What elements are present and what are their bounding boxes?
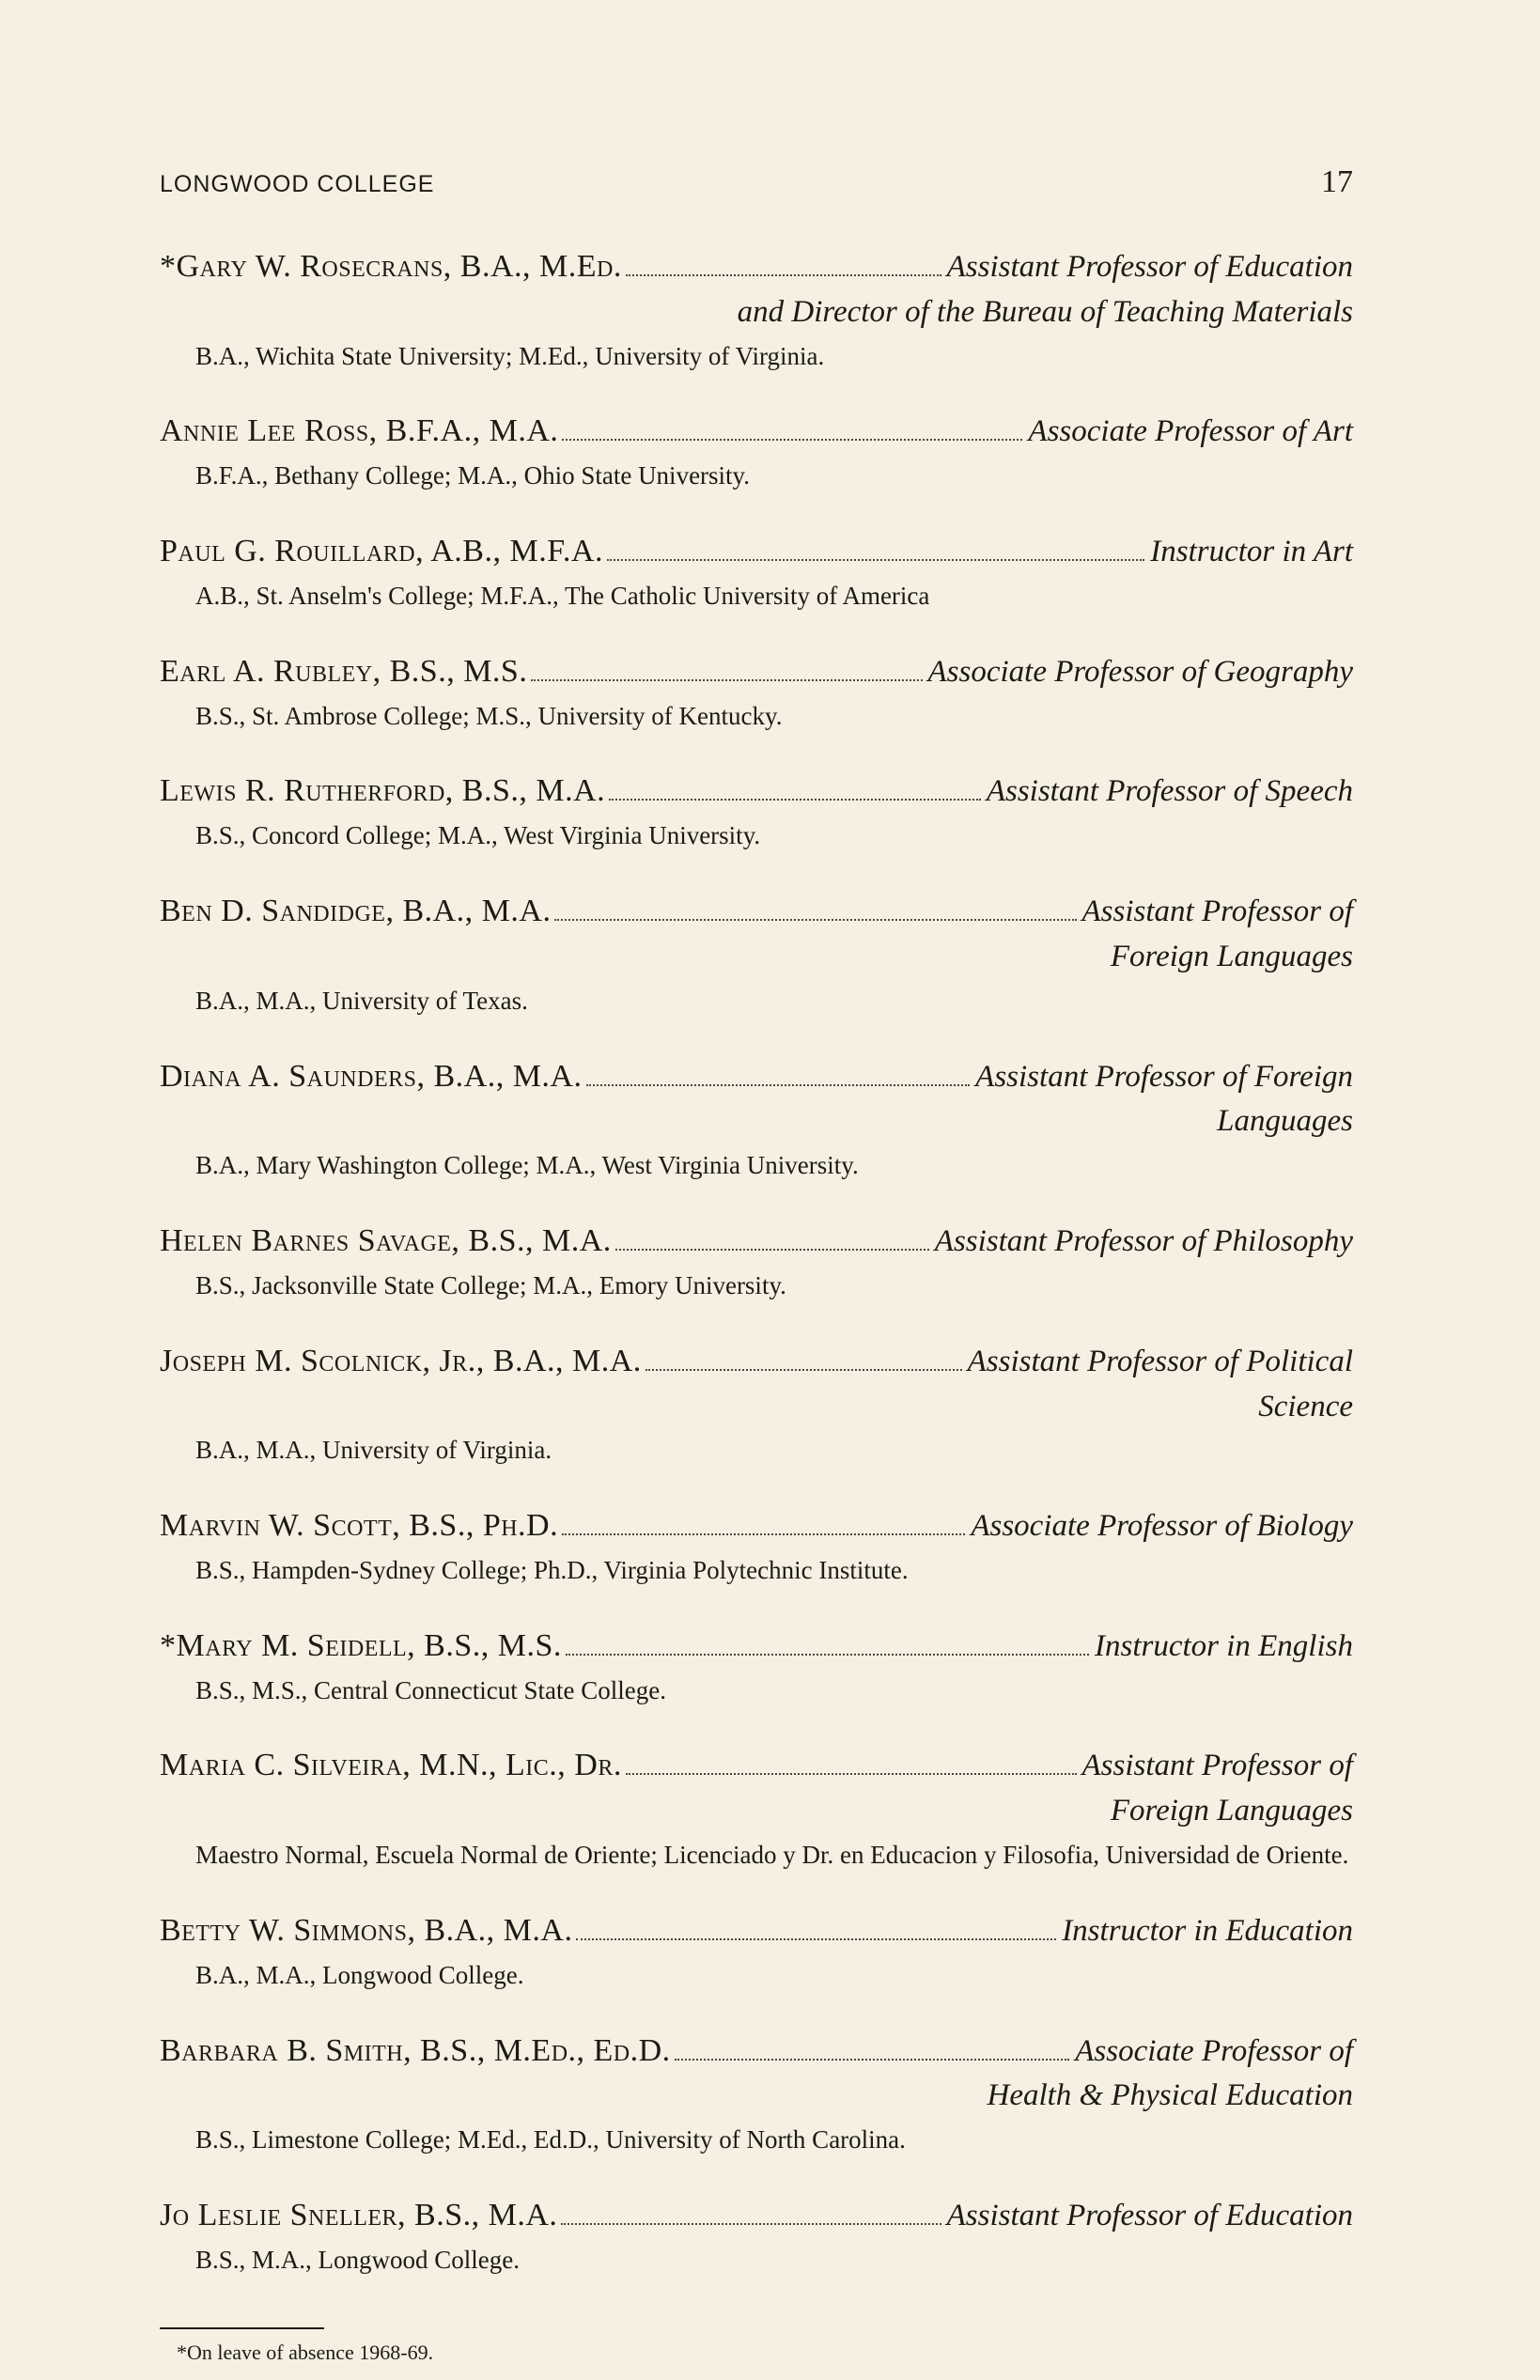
dot-leader — [646, 1369, 962, 1371]
faculty-degrees: A.B., St. Anselm's College; M.F.A., The Catholic University of America — [195, 581, 930, 610]
entry-heading — [160, 410, 1353, 455]
faculty-entry — [160, 1220, 1353, 1304]
faculty-degrees: B.A., M.A., Longwood College. — [195, 1960, 524, 1989]
faculty-list — [160, 245, 1353, 2279]
footnote: *On leave of absence 1968-69. — [177, 2340, 434, 2364]
faculty-title: Associate Professor of Biology — [971, 1509, 1353, 1544]
faculty-name: Barbara B. Smith, B.S., M.Ed., Ed.D. — [160, 2032, 671, 2068]
faculty-title: Instructor in Education — [1062, 1913, 1353, 1948]
faculty-title: Assistant Professor of — [1081, 894, 1353, 929]
faculty-name: Ben D. Sandidge, B.A., M.A. — [160, 894, 552, 929]
faculty-entry — [160, 1504, 1353, 1589]
faculty-title-continued: Health & Physical Education — [987, 2078, 1353, 2113]
faculty-title: Instructor in English — [1094, 1628, 1353, 1663]
faculty-degrees: B.A., Wichita State University; M.Ed., University of Virginia. — [195, 341, 825, 370]
running-title: LONGWOOD COLLEGE — [160, 171, 435, 197]
dot-leader — [566, 1654, 1089, 1656]
entry-heading — [160, 2194, 1353, 2239]
faculty-entry — [160, 1909, 1353, 1994]
faculty-degrees: B.A., M.A., University of Texas. — [195, 986, 528, 1015]
faculty-name: Earl A. Rubley, B.S., M.S. — [160, 653, 528, 689]
faculty-degrees: B.S., Concord College; M.A., West Virginia University. — [195, 821, 761, 850]
faculty-name: *Mary M. Seidell, B.S., M.S. — [160, 1627, 562, 1663]
dot-leader — [615, 1249, 929, 1251]
faculty-degrees: B.S., Jacksonville State College; M.A., Emory University. — [195, 1270, 786, 1299]
faculty-name: Helen Barnes Savage, B.S., M.A. — [160, 1223, 612, 1259]
faculty-entry — [160, 2030, 1353, 2158]
faculty-entry — [160, 2194, 1353, 2279]
faculty-title-continued: and Director of the Bureau of Teaching Materials — [737, 294, 1353, 329]
entry-heading — [160, 1625, 1353, 1670]
faculty-title: Assistant Professor of Education — [946, 2199, 1353, 2233]
faculty-title: Assistant Professor of Philosophy — [934, 1224, 1353, 1259]
faculty-degrees: B.S., Limestone College; M.Ed., Ed.D., University of North Carolina. — [195, 2125, 906, 2154]
faculty-title: Assistant Professor of — [1081, 1749, 1353, 1783]
entry-heading — [160, 530, 1353, 575]
faculty-name: Maria C. Silveira, M.N., Lic., Dr. — [160, 1748, 622, 1783]
faculty-name: Joseph M. Scolnick, Jr., B.A., M.A. — [160, 1343, 642, 1378]
faculty-degrees: B.A., M.A., University of Virginia. — [195, 1436, 552, 1465]
entry-heading — [160, 1220, 1353, 1265]
faculty-name: Jo Leslie Sneller, B.S., M.A. — [160, 2198, 558, 2233]
dot-leader — [562, 1533, 965, 1535]
faculty-title-continued: Languages — [1217, 1104, 1353, 1139]
faculty-title: Associate Professor of Art — [1028, 414, 1353, 449]
entry-heading — [160, 1340, 1353, 1385]
faculty-entry — [160, 1055, 1353, 1184]
faculty-name: *Gary W. Rosecrans, B.A., M.Ed. — [160, 249, 622, 284]
faculty-degrees: Maestro Normal, Escuela Normal de Oriente; Licenciado y Dr. en Educacion y Filosofia, Universidad de Oriente. — [195, 1841, 1349, 1870]
dot-leader — [561, 2223, 941, 2225]
dot-leader — [626, 274, 941, 276]
faculty-title-continued: Science — [1258, 1389, 1353, 1423]
dot-leader — [554, 919, 1076, 921]
dot-leader — [531, 679, 922, 681]
footnote-rule — [160, 2327, 324, 2329]
faculty-name: Diana A. Saunders, B.A., M.A. — [160, 1058, 583, 1094]
faculty-degrees: B.S., Hampden-Sydney College; Ph.D., Virginia Polytechnic Institute. — [195, 1555, 909, 1584]
faculty-degrees: B.S., M.A., Longwood College. — [195, 2245, 521, 2274]
dot-leader — [626, 1773, 1077, 1775]
faculty-title: Assistant Professor of Education — [946, 250, 1353, 284]
entry-heading — [160, 890, 1353, 935]
faculty-entry — [160, 1625, 1353, 1709]
faculty-title: Assistant Professor of Foreign — [975, 1059, 1353, 1094]
running-head — [160, 164, 1353, 200]
faculty-title: Assistant Professor of Speech — [986, 774, 1353, 809]
dot-leader — [576, 1938, 1056, 1940]
faculty-entry — [160, 530, 1353, 614]
faculty-title: Instructor in Art — [1150, 535, 1353, 569]
entry-heading — [160, 1909, 1353, 1954]
faculty-entry — [160, 770, 1353, 854]
faculty-degrees: B.F.A., Bethany College; M.A., Ohio State University. — [195, 461, 751, 490]
faculty-entry — [160, 650, 1353, 735]
faculty-title: Assistant Professor of Political — [967, 1344, 1353, 1378]
faculty-title-continued: Foreign Languages — [1110, 1794, 1353, 1828]
faculty-degrees: B.S., St. Ambrose College; M.S., University of Kentucky. — [195, 701, 783, 730]
entry-heading — [160, 1504, 1353, 1549]
faculty-name: Betty W. Simmons, B.A., M.A. — [160, 1912, 573, 1948]
directory-page — [160, 164, 1353, 2365]
dot-leader — [675, 2059, 1070, 2061]
entry-heading — [160, 1744, 1353, 1789]
faculty-name: Annie Lee Ross, B.F.A., M.A. — [160, 413, 559, 449]
faculty-entry — [160, 410, 1353, 494]
entry-heading — [160, 2030, 1353, 2075]
faculty-entry — [160, 1744, 1353, 1873]
dot-leader — [609, 799, 981, 801]
faculty-name: Paul G. Rouillard, A.B., M.F.A. — [160, 534, 603, 569]
entry-heading — [160, 245, 1353, 290]
page-number: 17 — [1321, 164, 1353, 199]
dot-leader — [607, 559, 1144, 561]
faculty-degrees: B.S., M.S., Central Connecticut State College. — [195, 1675, 666, 1704]
entry-heading — [160, 770, 1353, 815]
faculty-entry — [160, 890, 1353, 1019]
faculty-degrees: B.A., Mary Washington College; M.A., West Virginia University. — [195, 1151, 859, 1180]
faculty-name: Marvin W. Scott, B.S., Ph.D. — [160, 1508, 559, 1544]
faculty-name: Lewis R. Rutherford, B.S., M.A. — [160, 773, 606, 809]
faculty-title: Associate Professor of — [1075, 2033, 1353, 2068]
faculty-title: Associate Professor of Geography — [927, 654, 1353, 689]
dot-leader — [586, 1084, 971, 1086]
faculty-entry — [160, 1340, 1353, 1469]
faculty-title-continued: Foreign Languages — [1110, 939, 1353, 973]
dot-leader — [562, 439, 1022, 441]
faculty-entry — [160, 245, 1353, 374]
entry-heading — [160, 650, 1353, 695]
entry-heading — [160, 1055, 1353, 1100]
